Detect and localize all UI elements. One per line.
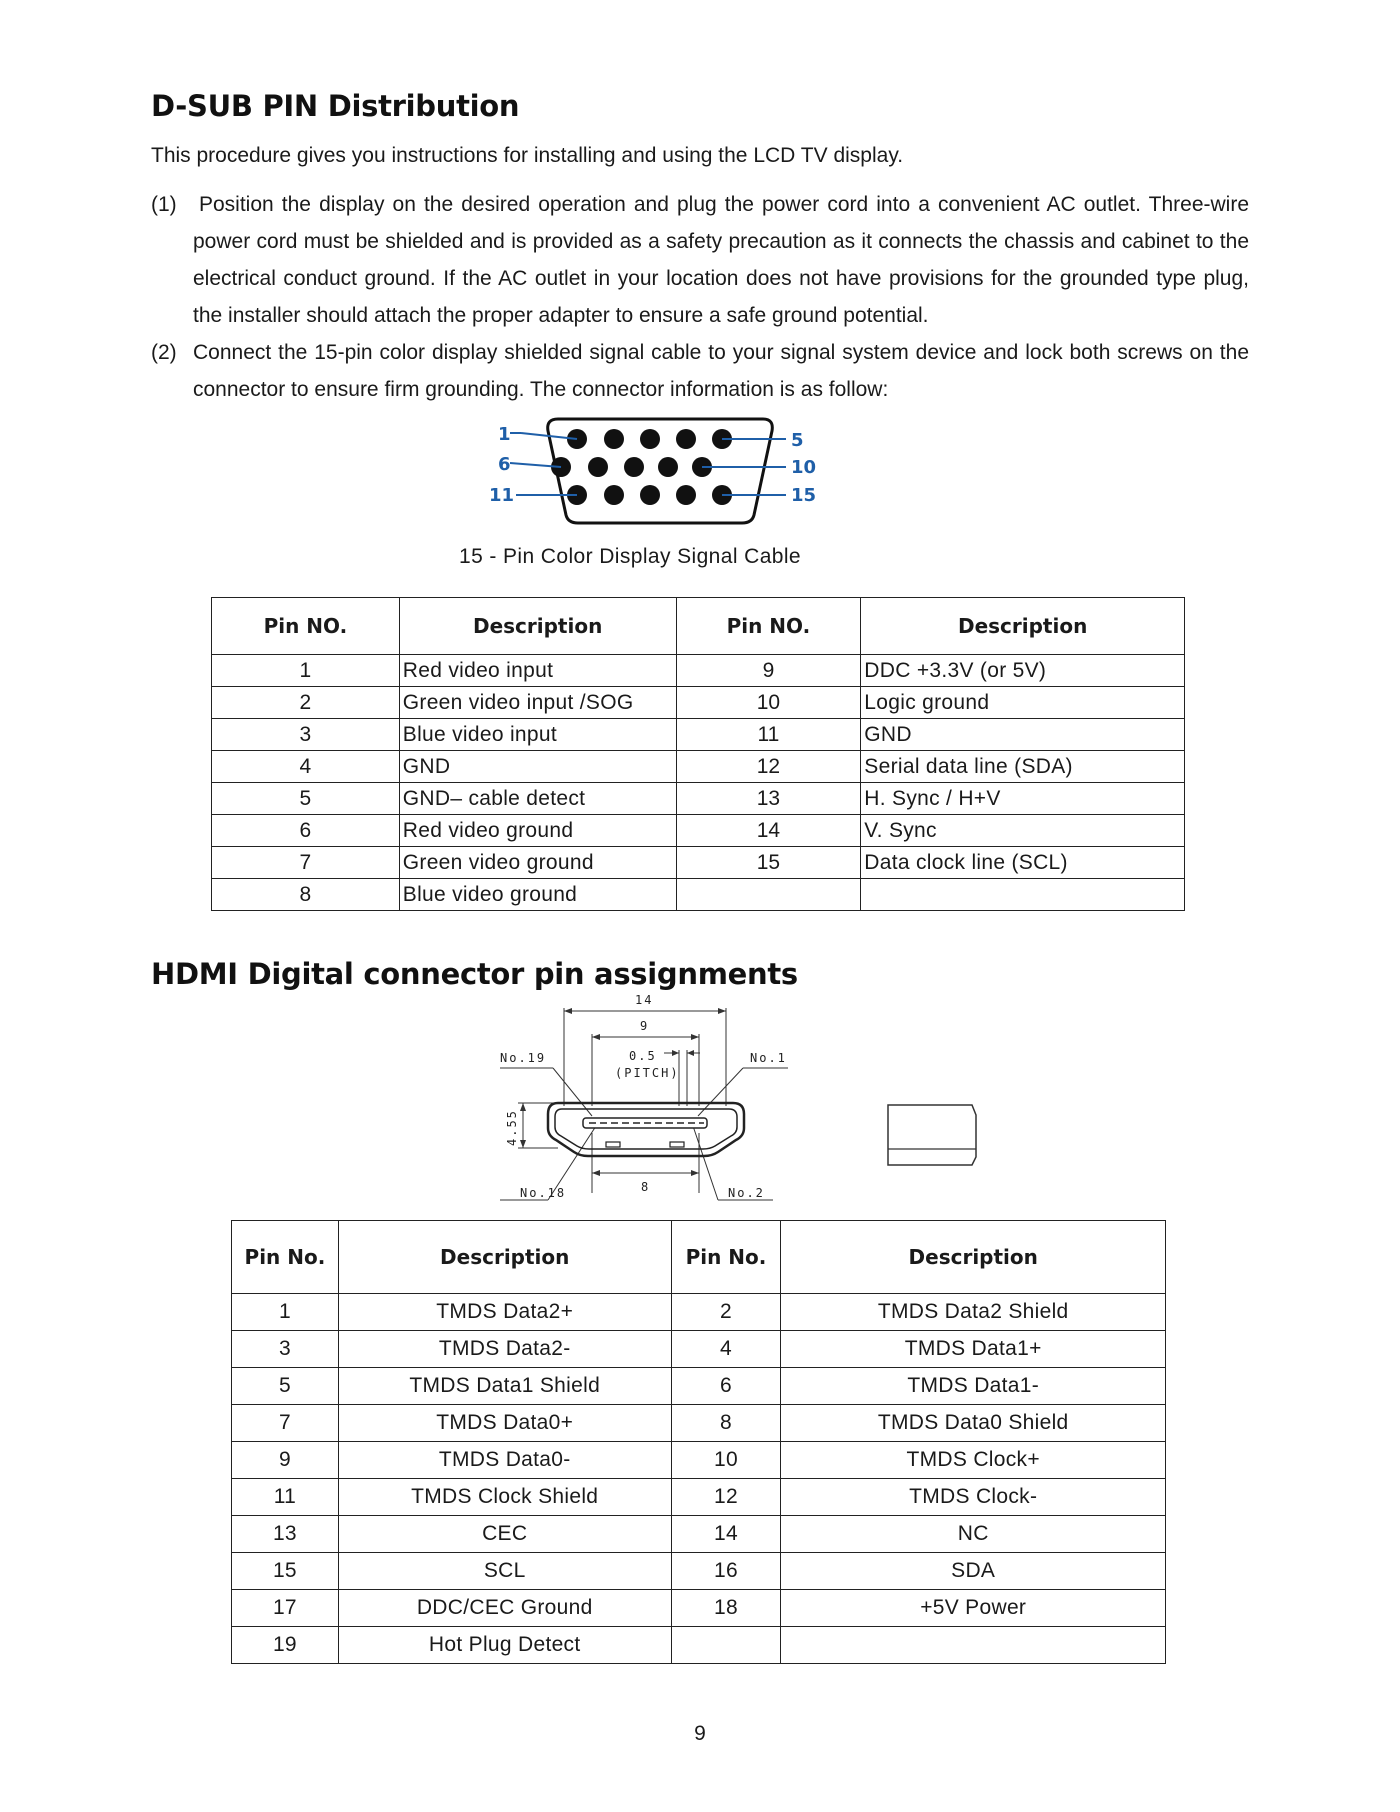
dsub-pin-cell: 12	[676, 751, 861, 783]
hdmi-description-cell: NC	[781, 1516, 1166, 1553]
dsub-pin-hole	[624, 457, 644, 477]
hdmi-pin-cell: 15	[232, 1553, 339, 1590]
dsub-connector-diagram	[486, 411, 826, 531]
hdmi-side-view	[884, 1101, 979, 1171]
hdmi-pin-cell: 18	[671, 1590, 781, 1627]
dsub-pin-hole	[604, 429, 624, 449]
hdmi-description-cell: TMDS Data2+	[338, 1294, 671, 1331]
dsub-pin-cell: 1	[212, 655, 400, 687]
hdmi-description-cell	[781, 1627, 1166, 1664]
dsub-pin-cell: 7	[212, 847, 400, 879]
hdmi-receptacle-inner	[555, 1109, 737, 1149]
hdmi-description-cell: TMDS Clock Shield	[338, 1479, 671, 1516]
hdmi-pin-cell: 2	[671, 1294, 781, 1331]
step-2-text: Connect the 15-pin color display shielded signal cable to your signal system device and lock both screws on the connector to ensure firm grounding. The connector information is as follow:	[193, 341, 1249, 401]
hdmi-dim-455: 4.55	[505, 1109, 519, 1146]
dsub-diagram-caption: 15 - Pin Color Display Signal Cable	[459, 545, 801, 568]
hdmi-pin-cell: 11	[232, 1479, 339, 1516]
dsub-table-row	[212, 687, 1185, 719]
hdmi-label-no2: No.2	[728, 1186, 765, 1200]
step-2-number: (2)	[151, 341, 177, 364]
dsub-description-cell: Logic ground	[861, 687, 1185, 719]
hdmi-label-no18: No.18	[520, 1186, 567, 1200]
hdmi-pin-cell: 3	[232, 1331, 339, 1368]
hdmi-dim-pitch-label: (PITCH)	[615, 1066, 680, 1080]
dsub-label-pin10: 10	[791, 457, 817, 478]
hdmi-pin-cell: 14	[671, 1516, 781, 1553]
hdmi-description-cell: +5V Power	[781, 1590, 1166, 1627]
hdmi-dim-pitch: 0.5	[629, 1049, 657, 1063]
dsub-pin-cell: 9	[676, 655, 861, 687]
hdmi-pin-cell: 12	[671, 1479, 781, 1516]
dsub-table-row	[212, 879, 1185, 911]
hdmi-table-row	[232, 1405, 1166, 1442]
dsub-description-cell: Blue video input	[399, 719, 676, 751]
dsub-header-description: Description	[861, 598, 1185, 655]
hdmi-description-cell: TMDS Data1 Shield	[338, 1368, 671, 1405]
hdmi-description-cell: DDC/CEC Ground	[338, 1590, 671, 1627]
hdmi-connector-diagram	[478, 988, 788, 1213]
hdmi-description-cell: SDA	[781, 1553, 1166, 1590]
hdmi-pin-cell: 16	[671, 1553, 781, 1590]
hdmi-label-no19: No.19	[500, 1051, 547, 1065]
dsub-description-cell: Serial data line (SDA)	[861, 751, 1185, 783]
dsub-table-row	[212, 847, 1185, 879]
hdmi-pin-cell: 1	[232, 1294, 339, 1331]
dsub-table-row	[212, 783, 1185, 815]
hdmi-table-row	[232, 1516, 1166, 1553]
hdmi-header-description: Description	[338, 1221, 671, 1294]
hdmi-description-cell: TMDS Data1+	[781, 1331, 1166, 1368]
hdmi-pin-cell: 8	[671, 1405, 781, 1442]
hdmi-section-title: HDMI Digital connector pin assignments	[151, 957, 798, 991]
dsub-header-pin-no: Pin NO.	[212, 598, 400, 655]
dsub-pin-cell: 13	[676, 783, 861, 815]
dsub-description-cell: V. Sync	[861, 815, 1185, 847]
hdmi-description-cell: CEC	[338, 1516, 671, 1553]
hdmi-description-cell: Hot Plug Detect	[338, 1627, 671, 1664]
step-2	[151, 334, 1249, 408]
hdmi-pin-cell: 13	[232, 1516, 339, 1553]
dsub-table-row	[212, 719, 1185, 751]
hdmi-pin-cell: 19	[232, 1627, 339, 1664]
dsub-description-cell: GND– cable detect	[399, 783, 676, 815]
hdmi-pin-cell: 9	[232, 1442, 339, 1479]
hdmi-description-cell: TMDS Data0-	[338, 1442, 671, 1479]
hdmi-pin-table	[231, 1220, 1166, 1664]
dsub-section-title: D-SUB PIN Distribution	[151, 89, 520, 123]
hdmi-pin-cell: 5	[232, 1368, 339, 1405]
hdmi-label-no1: No.1	[750, 1051, 787, 1065]
dsub-description-cell	[861, 879, 1185, 911]
step-1-number: (1)	[151, 193, 177, 216]
dsub-table-row	[212, 815, 1185, 847]
hdmi-dim-14: 14	[635, 993, 654, 1007]
dsub-pin-cell: 2	[212, 687, 400, 719]
hdmi-table-row	[232, 1368, 1166, 1405]
dsub-pin-hole	[676, 429, 696, 449]
dsub-pin-hole	[676, 485, 696, 505]
hdmi-header-pin-no: Pin No.	[671, 1221, 781, 1294]
dsub-intro-text: This procedure gives you instructions for installing and using the LCD TV display.	[151, 144, 904, 167]
hdmi-pin-cell: 6	[671, 1368, 781, 1405]
dsub-label-pin15: 15	[791, 485, 817, 506]
hdmi-description-cell: TMDS Data2 Shield	[781, 1294, 1166, 1331]
hdmi-dim-9: 9	[640, 1019, 650, 1033]
step-1	[151, 186, 1249, 334]
step-1-text: Position the display on the desired operation and plug the power cord into a convenient AC outlet. Three-wire power cord must be shielded and is provided as a safety precaution as it connects the chassis and cabinet to the electrical conduct ground. If the AC outlet in your location does not have provisions for the grounded type plug, the installer should attach the proper adapter to ensure a safe ground potential.	[193, 193, 1249, 327]
dsub-table-row	[212, 655, 1185, 687]
hdmi-pin-cell	[671, 1627, 781, 1664]
dsub-pin-cell: 3	[212, 719, 400, 751]
hdmi-table-row	[232, 1294, 1166, 1331]
dsub-table-header	[212, 598, 1185, 655]
hdmi-receptacle-outer	[548, 1103, 744, 1156]
hdmi-table-row	[232, 1553, 1166, 1590]
dsub-description-cell: Green video ground	[399, 847, 676, 879]
hdmi-dim-8: 8	[641, 1180, 651, 1194]
hdmi-table-row	[232, 1479, 1166, 1516]
dsub-pin-hole	[588, 457, 608, 477]
dsub-description-cell: Blue video ground	[399, 879, 676, 911]
hdmi-pin-cell: 4	[671, 1331, 781, 1368]
dsub-description-cell: H. Sync / H+V	[861, 783, 1185, 815]
dsub-label-pin1: 1	[498, 424, 511, 445]
dsub-pin-cell: 8	[212, 879, 400, 911]
hdmi-description-cell: TMDS Data0+	[338, 1405, 671, 1442]
dsub-pin-cell: 6	[212, 815, 400, 847]
dsub-pin-hole	[640, 485, 660, 505]
dsub-pin-cell: 15	[676, 847, 861, 879]
dsub-pin-cell	[676, 879, 861, 911]
dsub-pin-table	[211, 597, 1185, 911]
page-number: 9	[694, 1722, 706, 1745]
dsub-description-cell: DDC +3.3V (or 5V)	[861, 655, 1185, 687]
hdmi-table-row	[232, 1590, 1166, 1627]
hdmi-pin-cell: 17	[232, 1590, 339, 1627]
hdmi-header-pin-no: Pin No.	[232, 1221, 339, 1294]
dsub-pin-cell: 5	[212, 783, 400, 815]
dsub-pin-hole	[604, 485, 624, 505]
dsub-header-pin-no: Pin NO.	[676, 598, 861, 655]
hdmi-pin-cell: 10	[671, 1442, 781, 1479]
dsub-label-pin5: 5	[791, 430, 804, 451]
dsub-description-cell: Red video input	[399, 655, 676, 687]
dsub-description-cell: Data clock line (SCL)	[861, 847, 1185, 879]
hdmi-description-cell: TMDS Clock-	[781, 1479, 1166, 1516]
hdmi-table-header	[232, 1221, 1166, 1294]
hdmi-description-cell: SCL	[338, 1553, 671, 1590]
dsub-pin-cell: 10	[676, 687, 861, 719]
dsub-pin-hole	[640, 429, 660, 449]
dsub-description-cell: GND	[861, 719, 1185, 751]
hdmi-description-cell: TMDS Data0 Shield	[781, 1405, 1166, 1442]
hdmi-description-cell: TMDS Data1-	[781, 1368, 1166, 1405]
dsub-table-row	[212, 751, 1185, 783]
dsub-pin-cell: 4	[212, 751, 400, 783]
dsub-pin-cell: 11	[676, 719, 861, 751]
dsub-label-pin11: 11	[489, 485, 515, 506]
dsub-header-description: Description	[399, 598, 676, 655]
hdmi-header-description: Description	[781, 1221, 1166, 1294]
hdmi-description-cell: TMDS Clock+	[781, 1442, 1166, 1479]
hdmi-pin-cell: 7	[232, 1405, 339, 1442]
hdmi-description-cell: TMDS Data2-	[338, 1331, 671, 1368]
hdmi-table-row	[232, 1331, 1166, 1368]
dsub-description-cell: GND	[399, 751, 676, 783]
dsub-pin-cell: 14	[676, 815, 861, 847]
dsub-description-cell: Red video ground	[399, 815, 676, 847]
dsub-label-pin6: 6	[498, 454, 511, 475]
hdmi-table-row	[232, 1627, 1166, 1664]
hdmi-table-row	[232, 1442, 1166, 1479]
dsub-description-cell: Green video input /SOG	[399, 687, 676, 719]
dsub-pin-hole	[658, 457, 678, 477]
